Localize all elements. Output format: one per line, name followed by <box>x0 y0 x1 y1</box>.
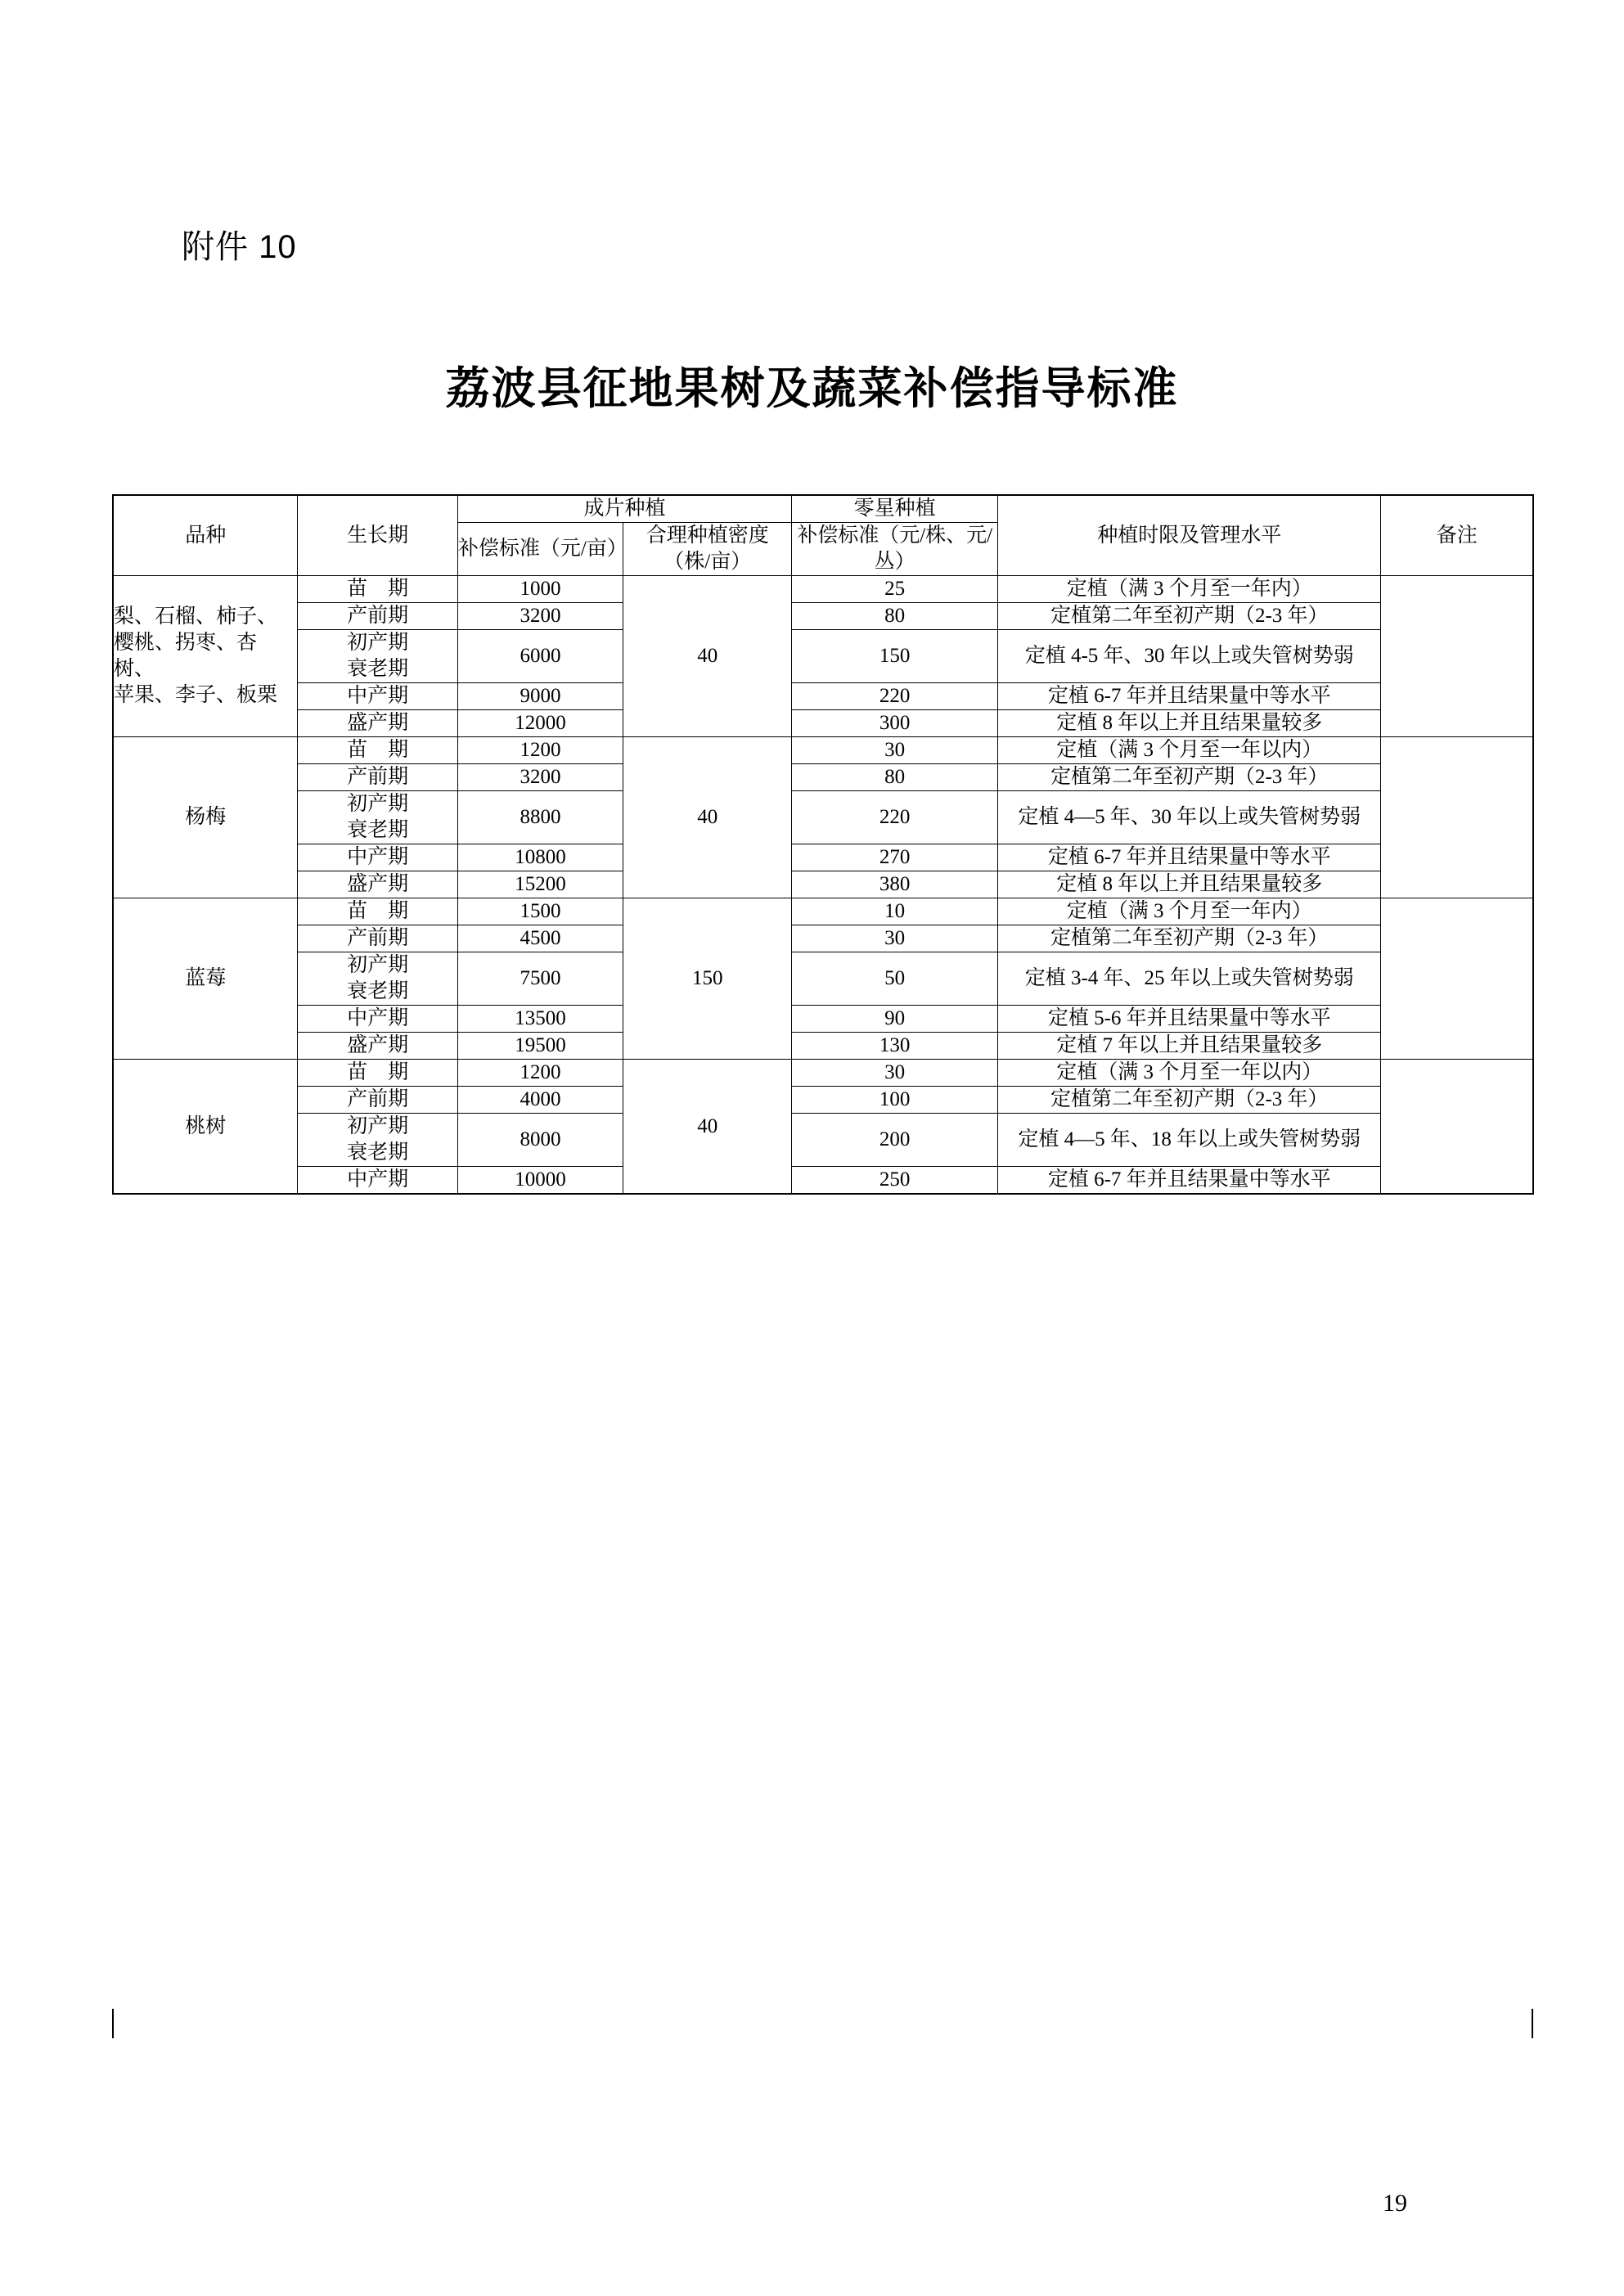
contiguous-compensation-cell: 4000 <box>457 1087 623 1114</box>
contiguous-compensation-cell: 1200 <box>457 737 623 764</box>
header-scattered-planting: 零星种植 <box>792 495 998 523</box>
timeframe-management-cell: 定植（满 3 个月至一年内） <box>998 576 1381 603</box>
timeframe-management-cell: 定植（满 3 个月至一年以内） <box>998 1060 1381 1087</box>
table-row <box>113 925 1533 952</box>
growth-stage-cell <box>298 1114 457 1167</box>
timeframe-management-cell: 定植第二年至初产期（2-3 年） <box>998 764 1381 791</box>
variety-cell <box>113 737 298 898</box>
scattered-compensation-cell: 380 <box>792 871 998 898</box>
contiguous-compensation-cell: 10800 <box>457 844 623 871</box>
growth-stage-cell <box>298 683 457 710</box>
growth-stage-cell <box>298 710 457 737</box>
growth-stage-line: 苗 期 <box>347 578 409 600</box>
contiguous-compensation-cell: 19500 <box>457 1033 623 1060</box>
growth-stage-line: 初产期 <box>347 793 409 815</box>
timeframe-management-cell: 定植 6-7 年并且结果量中等水平 <box>998 1167 1381 1195</box>
timeframe-management-cell: 定植 6-7 年并且结果量中等水平 <box>998 683 1381 710</box>
remark-cell <box>1381 737 1533 898</box>
timeframe-management-cell: 定植 8 年以上并且结果量较多 <box>998 710 1381 737</box>
timeframe-management-cell: 定植 4-5 年、30 年以上或失管树势弱 <box>998 630 1381 683</box>
compensation-table <box>112 494 1534 1195</box>
scattered-compensation-cell: 200 <box>792 1114 998 1167</box>
table-row <box>113 1033 1533 1060</box>
growth-stage-line: 初产期 <box>347 1115 409 1137</box>
growth-stage-line: 中产期 <box>347 1168 409 1191</box>
contiguous-compensation-cell: 1500 <box>457 898 623 925</box>
contiguous-compensation-cell: 13500 <box>457 1006 623 1033</box>
timeframe-management-cell: 定植第二年至初产期（2-3 年） <box>998 1087 1381 1114</box>
contiguous-compensation-cell: 9000 <box>457 683 623 710</box>
table-row <box>113 1006 1533 1033</box>
growth-stage-cell <box>298 737 457 764</box>
contiguous-compensation-cell: 3200 <box>457 764 623 791</box>
variety-text: 杨梅 <box>185 806 227 828</box>
compensation-table-container <box>112 494 1534 1195</box>
header-scattered-compensation: 补偿标准（元/株、元/丛） <box>792 523 998 576</box>
growth-stage-line: 衰老期 <box>347 819 409 841</box>
table-row <box>113 791 1533 844</box>
table-row <box>113 952 1533 1006</box>
growth-stage-cell <box>298 576 457 603</box>
variety-text: 蓝莓 <box>185 967 227 989</box>
growth-stage-line: 衰老期 <box>347 1141 409 1164</box>
page-number: 19 <box>1383 2190 1407 2217</box>
timeframe-management-cell: 定植第二年至初产期（2-3 年） <box>998 925 1381 952</box>
growth-stage-cell <box>298 1167 457 1195</box>
growth-stage-line: 产前期 <box>347 605 409 627</box>
variety-text: 桃树 <box>185 1114 227 1137</box>
growth-stage-line: 中产期 <box>347 846 409 868</box>
contiguous-compensation-cell: 1200 <box>457 1060 623 1087</box>
planting-density-cell: 150 <box>623 898 792 1060</box>
contiguous-compensation-cell: 10000 <box>457 1167 623 1195</box>
header-variety: 品种 <box>113 495 298 576</box>
table-row <box>113 1114 1533 1167</box>
contiguous-compensation-cell: 3200 <box>457 603 623 630</box>
remark-cell <box>1381 1060 1533 1195</box>
table-row <box>113 737 1533 764</box>
contiguous-compensation-cell: 12000 <box>457 710 623 737</box>
variety-cell <box>113 1060 298 1195</box>
table-row <box>113 871 1533 898</box>
growth-stage-line: 盛产期 <box>347 873 409 895</box>
scattered-compensation-cell: 150 <box>792 630 998 683</box>
growth-stage-cell <box>298 630 457 683</box>
scattered-compensation-cell: 220 <box>792 791 998 844</box>
variety-cell <box>113 898 298 1060</box>
growth-stage-line: 产前期 <box>347 927 409 949</box>
variety-cell <box>113 576 298 737</box>
growth-stage-cell <box>298 1087 457 1114</box>
table-row <box>113 1167 1533 1195</box>
growth-stage-line: 苗 期 <box>347 1061 409 1083</box>
variety-text: 梨、石榴、柿子、 樱桃、拐枣、杏树、 苹果、李子、板栗 <box>114 606 278 706</box>
timeframe-management-cell: 定植 6-7 年并且结果量中等水平 <box>998 844 1381 871</box>
scattered-compensation-cell: 30 <box>792 925 998 952</box>
timeframe-management-cell: 定植 8 年以上并且结果量较多 <box>998 871 1381 898</box>
header-growth-stage: 生长期 <box>298 495 457 576</box>
scattered-compensation-cell: 130 <box>792 1033 998 1060</box>
contiguous-compensation-cell: 4500 <box>457 925 623 952</box>
growth-stage-cell <box>298 603 457 630</box>
header-contiguous-planting: 成片种植 <box>457 495 791 523</box>
growth-stage-line: 衰老期 <box>347 980 409 1002</box>
growth-stage-cell <box>298 898 457 925</box>
growth-stage-line: 衰老期 <box>347 658 409 680</box>
growth-stage-line: 初产期 <box>347 954 409 976</box>
growth-stage-line: 苗 期 <box>347 900 409 922</box>
scattered-compensation-cell: 80 <box>792 603 998 630</box>
timeframe-management-cell: 定植 4—5 年、18 年以上或失管树势弱 <box>998 1114 1381 1167</box>
scattered-compensation-cell: 30 <box>792 1060 998 1087</box>
header-contiguous-compensation: 补偿标准（元/亩） <box>457 523 623 576</box>
remark-cell <box>1381 898 1533 1060</box>
header-remark: 备注 <box>1381 495 1533 576</box>
scattered-compensation-cell: 80 <box>792 764 998 791</box>
planting-density-cell: 40 <box>623 1060 792 1195</box>
growth-stage-cell <box>298 791 457 844</box>
scattered-compensation-cell: 30 <box>792 737 998 764</box>
attachment-label: 附件 10 <box>182 229 297 265</box>
contiguous-compensation-cell: 7500 <box>457 952 623 1006</box>
table-row <box>113 844 1533 871</box>
growth-stage-cell <box>298 844 457 871</box>
table-row <box>113 710 1533 737</box>
page-title: 荔波县征地果树及蔬菜补偿指导标准 <box>445 364 1179 413</box>
growth-stage-line: 盛产期 <box>347 1034 409 1056</box>
page-bottom-clip <box>0 2038 1624 2071</box>
timeframe-management-cell: 定植 5-6 年并且结果量中等水平 <box>998 1006 1381 1033</box>
scattered-compensation-cell: 90 <box>792 1006 998 1033</box>
growth-stage-line: 产前期 <box>347 766 409 788</box>
table-row <box>113 603 1533 630</box>
remark-cell <box>1381 576 1533 737</box>
timeframe-management-cell: 定植 4—5 年、30 年以上或失管树势弱 <box>998 791 1381 844</box>
scattered-compensation-cell: 10 <box>792 898 998 925</box>
contiguous-compensation-cell: 1000 <box>457 576 623 603</box>
table-row <box>113 683 1533 710</box>
scattered-compensation-cell: 50 <box>792 952 998 1006</box>
timeframe-management-cell: 定植 7 年以上并且结果量较多 <box>998 1033 1381 1060</box>
growth-stage-cell <box>298 952 457 1006</box>
growth-stage-line: 产前期 <box>347 1088 409 1110</box>
table-body <box>113 576 1533 1195</box>
contiguous-compensation-cell: 6000 <box>457 630 623 683</box>
growth-stage-line: 初产期 <box>347 632 409 654</box>
timeframe-management-cell: 定植（满 3 个月至一年内） <box>998 898 1381 925</box>
scattered-compensation-cell: 25 <box>792 576 998 603</box>
growth-stage-cell <box>298 871 457 898</box>
growth-stage-line: 中产期 <box>347 685 409 707</box>
scattered-compensation-cell: 220 <box>792 683 998 710</box>
table-header <box>113 495 1533 576</box>
table-row <box>113 1087 1533 1114</box>
growth-stage-line: 苗 期 <box>347 739 409 761</box>
scattered-compensation-cell: 250 <box>792 1167 998 1195</box>
timeframe-management-cell: 定植（满 3 个月至一年以内） <box>998 737 1381 764</box>
scattered-compensation-cell: 270 <box>792 844 998 871</box>
timeframe-management-cell: 定植第二年至初产期（2-3 年） <box>998 603 1381 630</box>
header-planting-density: 合理种植密度（株/亩） <box>623 523 792 576</box>
contiguous-compensation-cell: 8000 <box>457 1114 623 1167</box>
contiguous-compensation-cell: 8800 <box>457 791 623 844</box>
table-row <box>113 764 1533 791</box>
table-left-border-stub <box>112 2009 114 2038</box>
contiguous-compensation-cell: 15200 <box>457 871 623 898</box>
growth-stage-cell <box>298 1060 457 1087</box>
table-row <box>113 1060 1533 1087</box>
growth-stage-cell <box>298 764 457 791</box>
growth-stage-cell <box>298 925 457 952</box>
planting-density-cell: 40 <box>623 737 792 898</box>
table-row <box>113 630 1533 683</box>
growth-stage-cell <box>298 1006 457 1033</box>
timeframe-management-cell: 定植 3-4 年、25 年以上或失管树势弱 <box>998 952 1381 1006</box>
table-row <box>113 576 1533 603</box>
growth-stage-cell <box>298 1033 457 1060</box>
scattered-compensation-cell: 300 <box>792 710 998 737</box>
planting-density-cell: 40 <box>623 576 792 737</box>
table-row <box>113 898 1533 925</box>
scattered-compensation-cell: 100 <box>792 1087 998 1114</box>
table-right-border-stub <box>1532 2009 1533 2038</box>
growth-stage-line: 盛产期 <box>347 712 409 734</box>
header-row-top <box>113 495 1533 523</box>
header-timeframe-management: 种植时限及管理水平 <box>998 495 1381 576</box>
growth-stage-line: 中产期 <box>347 1007 409 1029</box>
